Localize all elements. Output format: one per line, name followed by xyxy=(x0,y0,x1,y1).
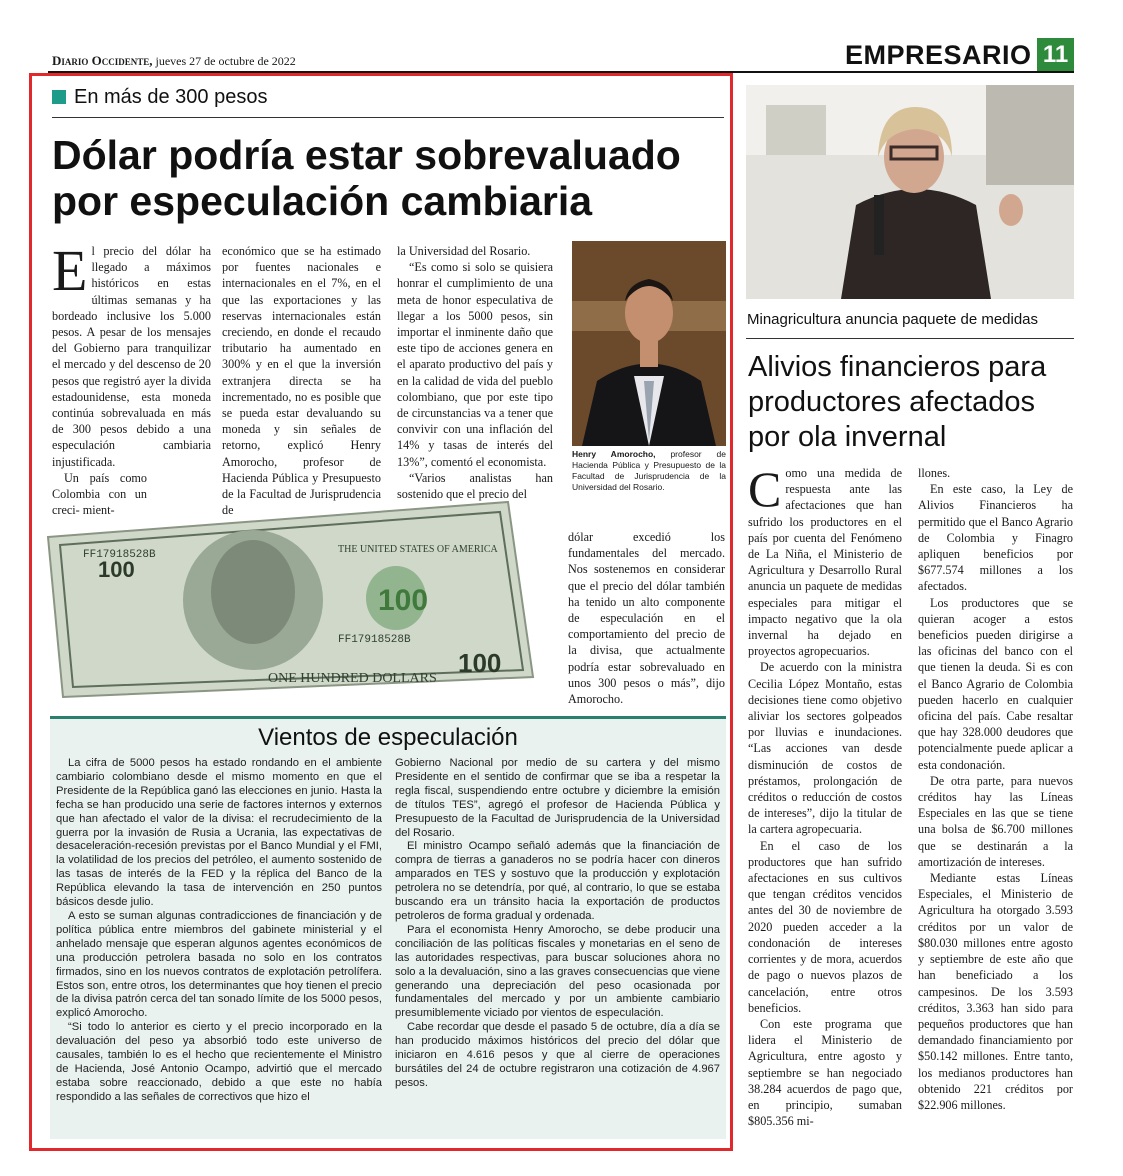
paragraph: La cifra de 5000 pesos ha estado rondando en el ambiente cambiario colombiano desde el mismo momento en que el Presidente de la República ganó las elecciones en junio. Hasta la fecha se han producido una serie de factores internos y externos que han afectado el valor de la divisa: el recrudecimiento de la guerra por la invasión de Rusia a Ucrania, las expectativas de desaceleración-recesión previstas por el Banco Mundial y el FMI, la volatilidad de los precios del petróleo, el aumento sostenido de las tasas de interés de la FED y la réplica del Banco de la República elevando la tasa de intervención en 250 puntos básicos desde julio. xyxy=(56,757,382,909)
paragraph: De otra parte, para nuevos créditos hay las Líneas Especiales en las que se tiene una bolsa de $6.700 millones que se destinarán a la amortización de intereses. xyxy=(918,773,1073,869)
drop-cap: E xyxy=(52,238,88,303)
side-article-column-1 xyxy=(748,461,902,1129)
side-article-column-2 xyxy=(918,465,1073,1113)
sidebar-box-title: Vientos de especulación xyxy=(258,724,518,751)
paragraph: En este caso, la Ley de Alivios Financieros ha permitido que el Banco Agrario de Colombia y Finagro apliquen beneficios por $677.574 millones a los afectados. xyxy=(918,482,1073,594)
kicker-rule xyxy=(52,117,724,118)
portrait-photo xyxy=(572,241,726,446)
caption-rule xyxy=(746,338,1074,339)
paragraph: Para el economista Henry Amorocho, se debe producir una conciliación de las políticas fiscales y monetarias en el seno de las autoridades respectivas, para buscar soluciones ahora no solo a la devaluación, sino a las graves consecuencias que viene generando una depreciación del peso ocasionada por fundamentales del mercado y por un ambiente cambiario presumiblemente viciado por vientos de especulación. xyxy=(395,923,720,1020)
paragraph: Mediante estas Líneas Especiales, el Ministerio de Agricultura ha otorgado 3.593 créditos por un valor de $80.030 millones entre agosto y septiembre de este año que han beneficiado a los campesinos. De los 3.593 créditos, 3.363 han sido para pequeños productores que han demandado financiamiento por $50.142 millones. Entre tanto, los medianos productores han obtenido 221 créditos por $22.906 millones. xyxy=(918,871,1073,1112)
section-title: EMPRESARIO xyxy=(845,40,1032,70)
sidebar-box-column-left xyxy=(56,757,382,1105)
article-column-4 xyxy=(568,529,725,707)
bill-serial-text-2: FF17918528B xyxy=(338,634,411,646)
masthead xyxy=(52,53,296,69)
portrait-caption xyxy=(572,449,726,493)
paragraph: Los productores que se quieran acoger a estos beneficios pueden dirigirse a las oficinas del banco con el que tienen la deuda. Si es con el Banco Agrario de Colombia pueden hacerlo en cualquier oficina del país. Cabe resaltar que hay 328.000 deudores que potencialmente puede aplicar a esta condonación. xyxy=(918,595,1073,772)
paragraph: dólar excedió los fundamentales del mercado. Nos sostenemos en considerar que el precio del dólar también ha tenido un alto componente de especulación en el comportamiento del precio de la divisa, que actualmente podría estar sobrevaluado en unos 300 pesos o más”, dijo Amorocho. xyxy=(568,530,725,707)
bill-serial-text: FF17918528B xyxy=(83,549,156,561)
paragraph: l precio del dólar ha llegado a máximos históricos en estas últimas semanas y ha bordeado inclusive los 5.000 pesos. A pesar de los mensajes del Gobierno para tranquilizar el mercado y del descenso de 20 pesos que registró ayer la divida estadounidense, esta moneda continúa sobrevaluada en más de 300 pesos debido a una especulación cambiaria injustificada. xyxy=(52,244,211,469)
page-number: 11 xyxy=(1037,38,1074,72)
minister-photo-caption: Minagricultura anuncia paquete de medidas xyxy=(747,311,1039,328)
paper-name: Diario Occidente, xyxy=(52,53,153,68)
kicker-square-icon xyxy=(52,90,66,104)
caption-name: Henry Amorocho, xyxy=(572,449,656,459)
paragraph: “Si todo lo anterior es cierto y el precio incorporado en la devaluación del peso ya absorbió todo este universo de causales, también lo es el hecho que recientemente el Ministro de Hacienda, José Antonio Ocampo, advirtió que el mercado estaba sobre reaccionado, debido a que este no había respondido a las señales de correctivos que hizo el xyxy=(56,1021,382,1103)
article-headline: Dólar podría estar sobrevaluado por especulación cambiaria xyxy=(52,132,681,224)
dollar-bill-image xyxy=(38,482,538,702)
svg-text:100: 100 xyxy=(98,557,135,582)
bill-country-text: THE UNITED STATES OF AMERICA xyxy=(338,544,498,555)
paragraph: llones. xyxy=(918,466,951,480)
bill-words-text: ONE HUNDRED DOLLARS xyxy=(268,671,437,686)
paragraph: Gobierno Nacional por medio de su cartera y del mismo Presidente en el sentido de confirmar que se iba a respetar la regla fiscal, suspendiendo entre octubre y diciembre la emisión de títulos TES”, agregó el profesor de Hacienda Pública y Presupuesto de la Facultad de Jurisprudencia de la Universidad del Rosario. xyxy=(395,757,720,839)
paragraph: En el caso de los productores que han sufrido afectaciones en sus cultivos que tengan créditos vencidos antes del 30 de noviembre de 2020 pueden acceder a la condonación de intereses corrientes y de mora, acuerdos de pago o nuevos plazos de cancelación, entre otros beneficios. xyxy=(748,838,902,1015)
article-column-2 xyxy=(222,243,381,518)
side-article-headline: Alivios financieros para productores afectados por ola invernal xyxy=(748,351,1047,453)
paragraph: Con este programa que lidera el Ministerio de Agricultura, entre agosto y septiembre se han negociado 38.284 acuerdos de pago que, en principio, sumaban $805.356 mi- xyxy=(748,1016,902,1129)
paragraph: A esto se suman algunas contradicciones de financiación y de política pública entre miembros del gabinete ministerial y el anhelado mensaje que esperan algunos agentes económicos de una producción petrolera basada no solo en los contratos firmados, sino en los nuevos contratos de explotación petrolífera. Estos son, entre otros, los determinantes que hoy tienen el precio de la divisa patrón cerca del tan sonado límite de los 5000 pesos, explicó Amorocho. xyxy=(56,909,382,1020)
paragraph: “Es como si solo se quisiera honrar el cumplimiento de una meta de honor especulativa de llegar a los 5000 pesos, sin importar el inminente daño que este tipo de acciones genera en el aparato productivo del país y en la calidad de vida del pueblo colombiano, que por este tipo de circunstancias va a tener que convivir con una inflación del 14% y tasas de interés del 13%”, comentó el economista. xyxy=(397,260,553,469)
paragraph: El ministro Ocampo señaló además que la financiación de compra de tierras a ganaderos no se podría hacer con dineros amparados en TES y sostuvo que la producción y explotación petrolera no se detendría, por qué, al contrario, lo que se estaba buscando era un tránsito hacia la exportación de productos petroleros de forma gradual y ordenada. xyxy=(395,840,720,922)
minister-photo xyxy=(746,85,1074,299)
sidebar-box-column-right xyxy=(395,757,720,1091)
paragraph: Cabe recordar que desde el pasado 5 de octubre, día a día se han producido máximos históricos del precio del dólar que iniciaron en 4.616 pesos y que al cierre de operaciones bursátiles del 24 de octubre registraron una cotización de 4.967 pesos. xyxy=(395,1021,720,1089)
bill-denomination-text: 100 xyxy=(378,584,429,617)
paragraph: económico que se ha estimado por fuentes nacionales e internacionales en el 7%, en el que las exportaciones y las reservas internacionales están creciendo, en donde el recaudo tributario ha aumentado en 300% y en el que la inversión extranjera directa se ha incrementado, no es posible que se pueda estar devaluando su moneda y sin señales de retorno, explicó Henry Amorocho, profesor de Hacienda Pública y Presupuesto de la Facultad de Jurisprudencia de xyxy=(222,244,381,518)
paragraph: Un país como Colombia con un creci- mient- xyxy=(52,470,147,518)
issue-date: jueves 27 de octubre de 2022 xyxy=(155,54,296,68)
kicker-text: En más de 300 pesos xyxy=(74,86,268,108)
caption-text: profesor de Hacienda Pública y Presupuesto de la Facultad de Jurisprudencia de la Universidad del Rosario. xyxy=(572,449,726,492)
paragraph: De acuerdo con la ministra Cecilia López Montaño, estas decisiones tiene como objetivo aliviar los sectores golpeados por lluvias e inundaciones. “Las acciones van desde disminución de costos de préstamos, prolongación de créditos o reducción de costos de intereses”, dijo la titular de la cartera agropecuaria. xyxy=(748,660,902,837)
article-column-3 xyxy=(397,243,553,502)
drop-cap: C xyxy=(748,461,782,517)
paragraph: la Universidad del Rosario. xyxy=(397,244,531,258)
svg-text:100: 100 xyxy=(458,648,502,678)
paragraph: omo una medida de respuesta ante las afectaciones que han sufrido los productores en el país por cuenta del Fenómeno de La Niña, el Ministerio de Agricultura y Desarrollo Rural anuncia un paquete de medidas especiales para mitigar el impacto negativo que la ola invernal ha dejado en proyectos agropecuarios. xyxy=(748,466,902,659)
paragraph: “Varios analistas han sostenido que el precio del xyxy=(397,470,553,502)
article-column-1 xyxy=(52,238,211,518)
article-kicker xyxy=(52,86,267,109)
